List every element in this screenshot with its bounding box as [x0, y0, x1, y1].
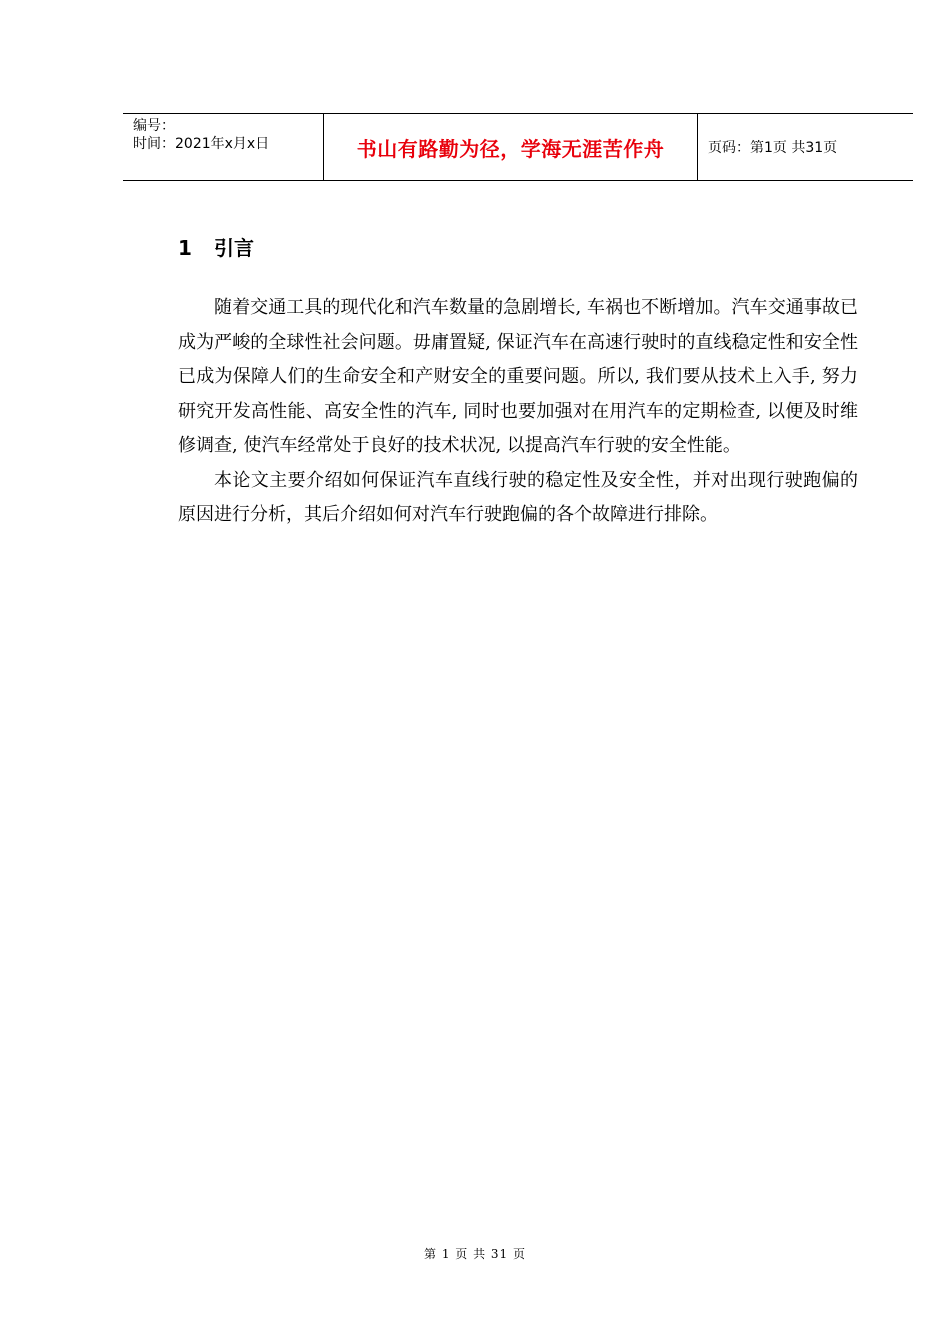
page-footer: 第 1 页 共 31 页	[424, 1247, 526, 1261]
section-title: 引言	[214, 236, 254, 260]
header-page-cell	[698, 114, 913, 180]
header-page-info: 页码：第1页 共31页	[708, 140, 838, 156]
header-motto: 书山有路勤为径，学海无涯苦作舟	[356, 136, 665, 161]
section-number: 1	[178, 236, 192, 260]
section-heading	[178, 232, 254, 261]
document-code-label: 编号：	[133, 118, 175, 134]
header-motto-cell	[324, 114, 698, 180]
page-header	[123, 113, 913, 181]
body-content	[178, 291, 858, 533]
paragraph: 随着交通工具的现代化和汽车数量的急剧增长, 车祸也不断增加。汽车交通事故已成为严峻的全球性社会问题。毋庸置疑, 保证汽车在高速行驶时的直线稳定性和安全性已成为保障人们的生命安全和产财安全的重要问题。所以, 我们要从技术上入手, 努力研究开发高性能、高安全性的汽车, 同时也要加强对在用汽车的定期检查, 以便及时维修调查, 使汽车经常处于良好的技术状况, 以提高汽车行驶的安全性能。	[178, 297, 858, 456]
header-meta-cell	[123, 114, 324, 180]
paragraph: 本论文主要介绍如何保证汽车直线行驶的稳定性及安全性，并对出现行驶跑偏的原因进行分析，其后介绍如何对汽车行驶跑偏的各个故障进行排除。	[178, 469, 858, 525]
document-time: 时间：2021年x月x日	[133, 136, 270, 152]
